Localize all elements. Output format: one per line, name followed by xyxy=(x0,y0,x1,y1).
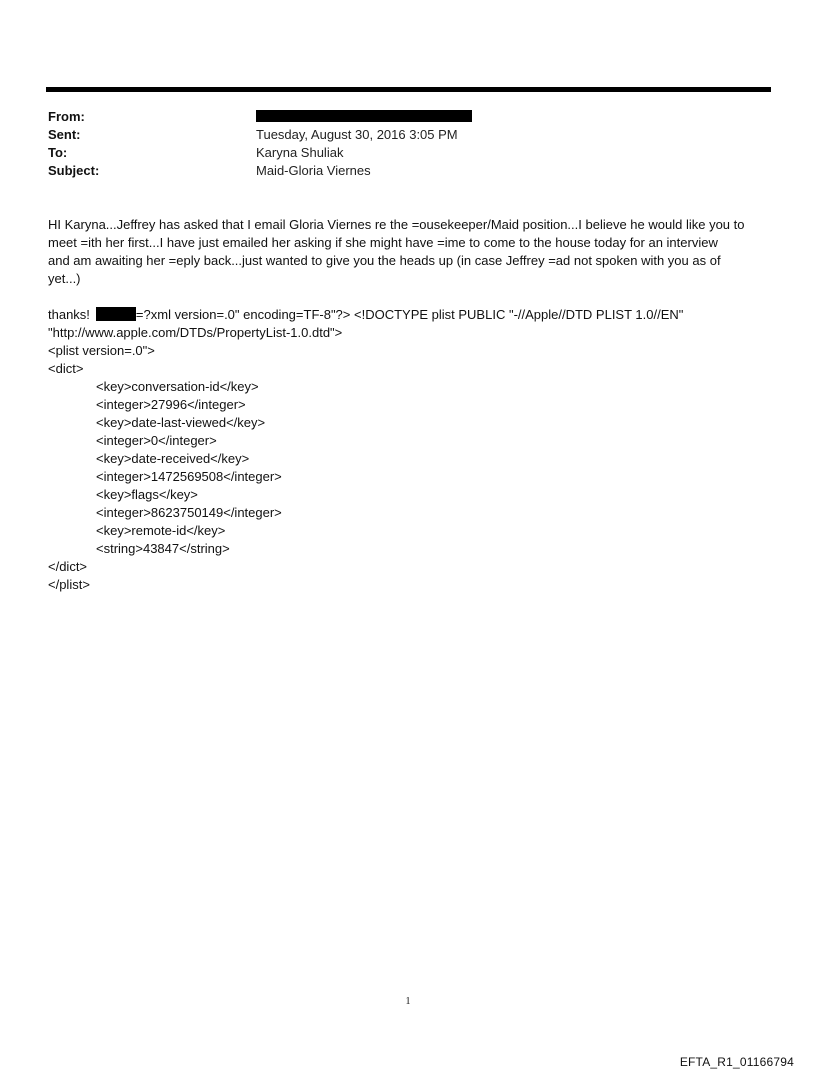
xml-declaration-text: =?xml version=.0" encoding=TF-8"?> <!DOCTYPE plist PUBLIC "-//Apple//DTD PLIST 1.0//EN" xyxy=(135,307,684,322)
paragraph-line: and am awaiting her =eply back...just wanted to give you the heads up (in case Jeffrey =ad not spoken with you as of xyxy=(48,253,721,268)
xml-line: <integer>8623750149</integer> xyxy=(96,505,282,520)
message-paragraph xyxy=(48,216,778,288)
sent-label: Sent: xyxy=(48,127,81,142)
xml-line: </dict> xyxy=(48,559,88,574)
subject-value: Maid-Gloria Viernes xyxy=(256,163,371,178)
thanks-line xyxy=(48,306,683,324)
document-id: EFTA_R1_01166794 xyxy=(679,1055,794,1069)
header-divider-rule xyxy=(46,87,771,92)
xml-line: <integer>0</integer> xyxy=(96,433,217,448)
page-number: 1 xyxy=(405,996,411,1007)
xml-line: <key>remote-id</key> xyxy=(96,523,226,538)
xml-line: </plist> xyxy=(48,577,90,592)
paragraph-line: meet =ith her first...I have just emailed her asking if she might have =ime to come to the house today for an interview xyxy=(48,235,718,250)
to-label: To: xyxy=(48,145,68,160)
from-redaction xyxy=(256,110,472,122)
xml-line: <dict> xyxy=(48,361,84,376)
xml-line: <key>flags</key> xyxy=(96,487,198,502)
subject-label: Subject: xyxy=(48,163,100,178)
thanks-text: thanks! xyxy=(48,307,90,322)
paragraph-line: HI Karyna...Jeffrey has asked that I email Gloria Viernes re the =ousekeeper/Maid position...I believe he would like you to xyxy=(48,217,745,232)
xml-line: <string>43847</string> xyxy=(96,541,230,556)
sent-value: Tuesday, August 30, 2016 3:05 PM xyxy=(256,127,458,142)
signature-redaction xyxy=(96,307,136,321)
xml-line: <key>date-received</key> xyxy=(96,451,250,466)
paragraph-line: yet...) xyxy=(48,271,81,286)
from-label: From: xyxy=(48,109,85,124)
xml-line: <key>date-last-viewed</key> xyxy=(96,415,266,430)
to-value: Karyna Shuliak xyxy=(256,145,344,160)
xml-line: <integer>27996</integer> xyxy=(96,397,246,412)
xml-line: "http://www.apple.com/DTDs/PropertyList-1.0.dtd"> xyxy=(48,325,343,340)
xml-line: <key>conversation-id</key> xyxy=(96,379,259,394)
xml-line: <plist version=.0"> xyxy=(48,343,155,358)
xml-line: <integer>1472569508</integer> xyxy=(96,469,282,484)
